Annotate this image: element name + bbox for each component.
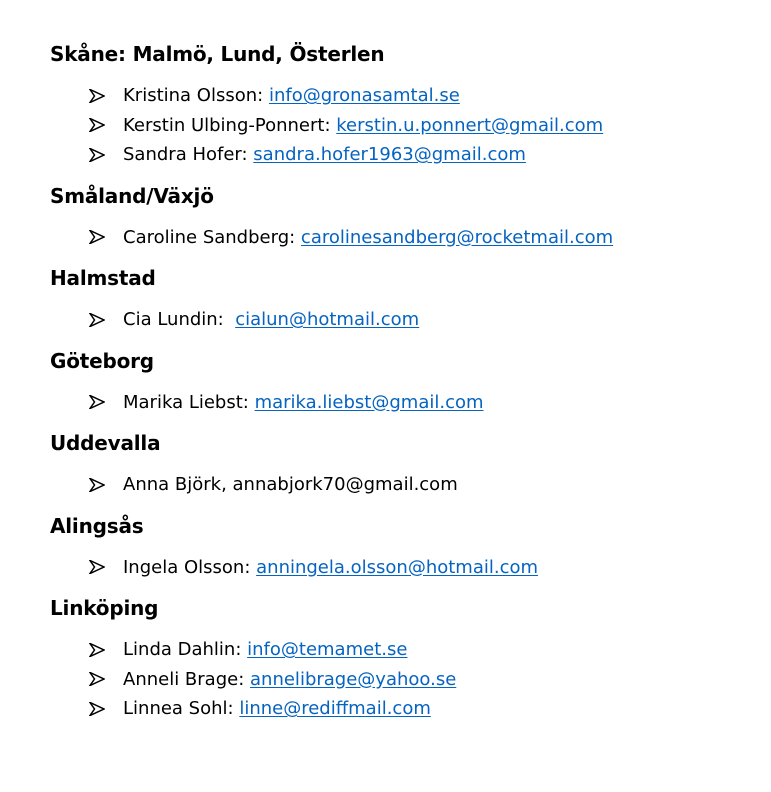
contact-item [50,388,761,418]
contact-list [50,553,761,583]
arrowhead-bullet-icon [88,553,106,583]
contact-item [50,470,761,500]
email-link[interactable]: cialun@hotmail.com [235,309,420,330]
arrowhead-bullet-icon [88,470,106,500]
contact-item [50,111,761,141]
region-heading: Linköping [50,596,159,620]
email-link[interactable]: annelibrage@yahoo.se [250,668,457,690]
contact-item [50,81,761,111]
arrowhead-bullet-icon [88,81,106,111]
contact-name: Marika Liebst: [123,391,249,413]
contact-name: Anna Björk, [123,474,227,495]
email-link[interactable]: info@temamet.se [247,639,408,660]
separator [224,309,235,330]
contact-list [50,635,761,724]
contact-item [50,553,761,583]
email-link[interactable]: marika.liebst@gmail.com [254,391,484,413]
arrowhead-bullet-icon [88,694,106,724]
contact-name: Cia Lundin: [123,309,224,330]
contact-list [50,81,761,170]
contact-name: Anneli Brage: [123,668,245,690]
email-link[interactable]: sandra.hofer1963@gmail.com [253,144,526,165]
arrowhead-bullet-icon [88,665,106,695]
region-heading: Halmstad [50,266,156,290]
contact-name: Linnea Sohl: [123,698,234,719]
region-heading: Göteborg [50,348,154,373]
contact-list [50,470,761,500]
contact-item [50,223,761,253]
contact-name: Sandra Hofer: [123,144,248,165]
contact-list [50,223,761,253]
arrowhead-bullet-icon [88,140,106,170]
contact-list [50,388,761,418]
arrowhead-bullet-icon [88,223,106,253]
region-section [50,182,761,253]
email-link[interactable]: info@gronasamtal.se [268,85,460,106]
region-heading: Småland/Växjö [50,183,214,208]
arrowhead-bullet-icon [88,305,106,335]
document-page [50,40,761,736]
contact-item [50,665,761,695]
contact-name: Linda Dahlin: [123,639,242,660]
contact-item [50,635,761,665]
region-section [50,594,761,724]
contact-name: Caroline Sandberg: [123,226,296,248]
region-section [50,40,761,170]
region-section [50,347,761,418]
contact-item [50,140,761,170]
contact-name: Kerstin Ulbing-Ponnert: [123,114,331,136]
region-section [50,512,761,583]
email-text: annabjork70@gmail.com [232,474,458,495]
region-heading: Uddevalla [50,431,161,455]
region-heading: Alingsås [50,513,144,538]
region-list [50,40,761,724]
contact-item [50,305,761,335]
email-link[interactable]: carolinesandberg@rocketmail.com [300,226,614,248]
arrowhead-bullet-icon [88,111,106,141]
contact-name: Ingela Olsson: [123,556,251,578]
email-link[interactable]: kerstin.u.ponnert@gmail.com [336,114,604,136]
arrowhead-bullet-icon [88,388,106,418]
email-link[interactable]: linne@rediffmail.com [239,698,431,719]
region-section [50,429,761,500]
contact-name: Kristina Olsson: [123,85,264,106]
contact-list [50,305,761,335]
contact-item [50,694,761,724]
region-heading: Skåne: Malmö, Lund, Österlen [50,42,385,66]
arrowhead-bullet-icon [88,635,106,665]
region-section [50,264,761,335]
email-link[interactable]: anningela.olsson@hotmail.com [256,556,539,578]
